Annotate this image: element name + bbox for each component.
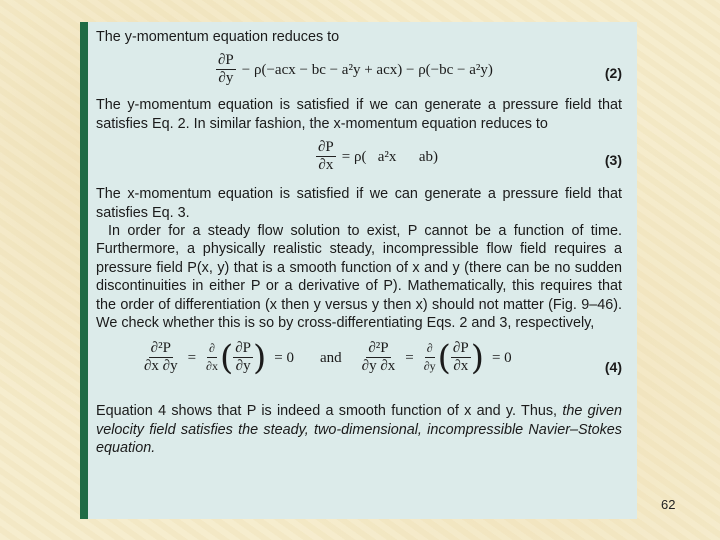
- paragraph-4-normal: Equation 4 shows that P is indeed a smooth function of x and y. Thus,: [96, 403, 558, 420]
- intro-text: The y-momentum equation reduces to: [96, 29, 340, 45]
- eq3-lhs-fraction: $\frac{\partial P}{\partial x}$: [318, 139, 334, 174]
- eq4-outer-derivative-x: $\frac{\partial}{\partial x}$: [206, 341, 218, 374]
- paragraph-3: In order for a steady flow solution to exist, P cannot be a function of time. Furthermore, a physically realistic steady, incompressible flow field requires a pressure field P(x, y) that is a smooth function of x and y (there can be no sudden discontinuities in either P or a derivative of P). Mathematically, this requires that the order of differentiation (x then y versus y then x) should not matter (Fig. 9–46). We check whether this is so by cross-differentiating Eqs. 2 and 3, respectively,: [96, 223, 622, 332]
- eq3-rhs: = ρ( a²x ab): [341, 148, 439, 165]
- eq4-mixed-derivative-xy: $\frac{\text{∂²P}}{\partial x \partial y}$: [144, 340, 178, 375]
- paragraph-4: [96, 402, 622, 457]
- paragraph-2: The x-momentum equation is satisfied if we can generate a pressure field that satisfies Eq. 3.: [96, 186, 622, 221]
- eq2-number: (2): [604, 65, 622, 82]
- paragraph-1: The y-momentum equation is satisfied if we can generate a pressure field that satisfies Eq. 2. In similar fashion, the x-momentum equation reduces to: [96, 97, 622, 132]
- eq4-mixed-derivative-yx: $\frac{\text{∂²P}}{\partial y \partial x}$: [361, 340, 396, 375]
- textbook-excerpt-panel: [80, 22, 637, 519]
- eq4-inner-derivative-y: $\frac{\partial P}{\partial y}$: [235, 340, 252, 375]
- eq2-lhs-fraction: $\frac{\partial P}{\partial y}$: [218, 52, 234, 87]
- eq2-rhs: − ρ(−acx − bc − a²y + acx) − ρ(−bc − a²y): [241, 61, 493, 78]
- equation-2: [96, 50, 622, 96]
- eq4-number: (4): [604, 359, 622, 376]
- eq4-and: and: [320, 349, 342, 366]
- equation-3: [96, 137, 622, 183]
- eq3-number: (3): [604, 152, 622, 169]
- eq4-inner-derivative-x: $\frac{\partial P}{\partial x}$: [452, 340, 469, 375]
- paragraph-4-italic: the given velocity field satisfies the steady, two-dimensional, incompressible Navier–Stokes equation.: [96, 403, 623, 457]
- page-number: 62: [661, 497, 676, 512]
- excerpt-content: [96, 28, 622, 458]
- equation-4: $\frac{\text{∂²P}}{\partial x \partial y}$ = $\frac{\partial}{\partial x}$ ( $\frac{\partial P}{\partial y}$ ) = 0 and $\frac{\text{∂²P}}{\partial y \partial x}$ = $\frac{\partial}{\partial y}$ ( $\frac{\partial P}{\partial x}$ ) = 0 (4): [144, 337, 622, 378]
- eq4-outer-derivative-y: $\frac{\partial}{\partial y}$: [423, 341, 436, 374]
